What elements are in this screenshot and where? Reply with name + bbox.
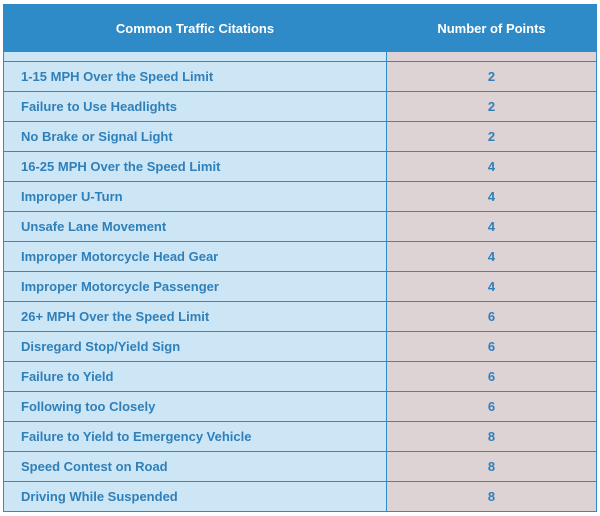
table-row (4, 212, 597, 242)
table-body (4, 52, 597, 512)
points-cell: 6 (387, 392, 597, 422)
header-row (4, 5, 597, 52)
table-row (4, 332, 597, 362)
citation-cell: Improper U-Turn (4, 182, 387, 212)
citations-table-container (3, 4, 596, 512)
citation-cell: 16-25 MPH Over the Speed Limit (4, 152, 387, 182)
points-cell: 4 (387, 182, 597, 212)
points-cell: 8 (387, 482, 597, 512)
table-row (4, 452, 597, 482)
points-cell: 4 (387, 242, 597, 272)
points-cell: 8 (387, 422, 597, 452)
table-row (4, 92, 597, 122)
citation-cell: Driving While Suspended (4, 482, 387, 512)
points-cell: 6 (387, 302, 597, 332)
header-points: Number of Points (387, 5, 597, 52)
table-row (4, 482, 597, 512)
table-row (4, 62, 597, 92)
points-cell: 6 (387, 332, 597, 362)
points-cell: 6 (387, 362, 597, 392)
citation-cell: Failure to Use Headlights (4, 92, 387, 122)
spacer-row (4, 52, 597, 62)
points-cell: 4 (387, 212, 597, 242)
points-cell: 8 (387, 452, 597, 482)
points-cell: 4 (387, 272, 597, 302)
table-row (4, 302, 597, 332)
header-citations: Common Traffic Citations (4, 5, 387, 52)
points-cell: 4 (387, 152, 597, 182)
points-cell: 2 (387, 62, 597, 92)
citation-cell: Failure to Yield (4, 362, 387, 392)
citation-cell: 1-15 MPH Over the Speed Limit (4, 62, 387, 92)
citation-cell: Unsafe Lane Movement (4, 212, 387, 242)
table-row (4, 122, 597, 152)
table-header (4, 5, 597, 52)
points-cell: 2 (387, 92, 597, 122)
table-row (4, 152, 597, 182)
citation-cell: Disregard Stop/Yield Sign (4, 332, 387, 362)
citation-cell: Improper Motorcycle Head Gear (4, 242, 387, 272)
citation-cell: 26+ MPH Over the Speed Limit (4, 302, 387, 332)
citation-cell: Following too Closely (4, 392, 387, 422)
points-cell: 2 (387, 122, 597, 152)
spacer-cell-left (4, 52, 387, 62)
traffic-citations-table (3, 4, 597, 512)
table-row (4, 422, 597, 452)
table-row (4, 362, 597, 392)
citation-cell: No Brake or Signal Light (4, 122, 387, 152)
table-row (4, 242, 597, 272)
table-row (4, 272, 597, 302)
citation-cell: Failure to Yield to Emergency Vehicle (4, 422, 387, 452)
table-row (4, 392, 597, 422)
table-row (4, 182, 597, 212)
citation-cell: Improper Motorcycle Passenger (4, 272, 387, 302)
citation-cell: Speed Contest on Road (4, 452, 387, 482)
spacer-cell-right (387, 52, 597, 62)
